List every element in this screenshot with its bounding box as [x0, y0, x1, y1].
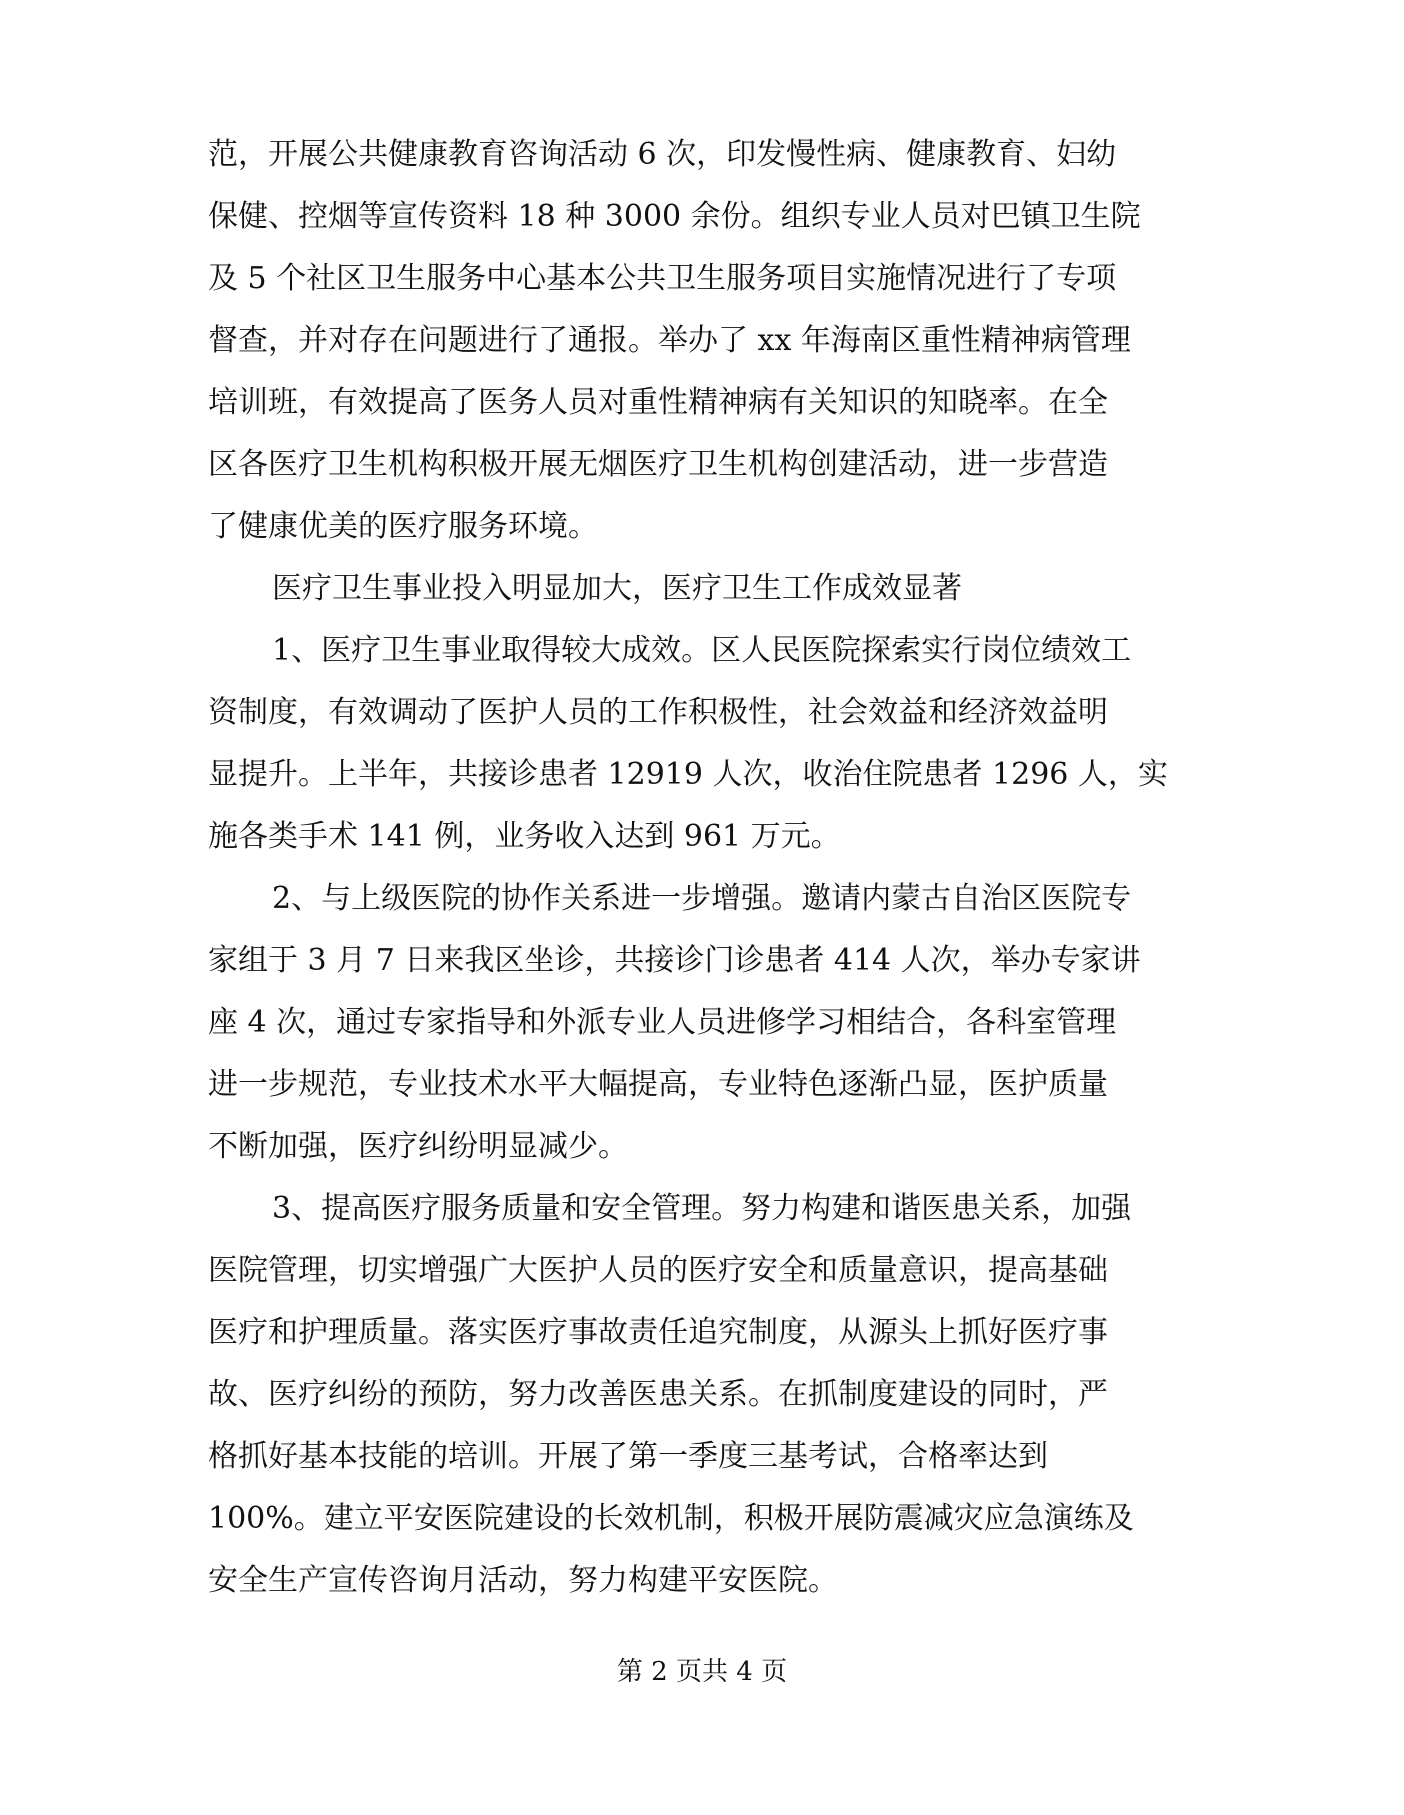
body-text-line: 不断加强，医疗纠纷明显减少。: [208, 1129, 628, 1164]
body-text-line: 100%。建立平安医院建设的长效机制，积极开展防震减灾应急演练及: [208, 1501, 1134, 1536]
body-text-line: 保健、控烟等宣传资料 18 种 3000 余份。组织专业人员对巴镇卫生院: [208, 199, 1141, 234]
body-text-line: 施各类手术 141 例，业务收入达到 961 万元。: [208, 819, 841, 854]
body-text-line: 了健康优美的医疗服务环境。: [208, 509, 598, 544]
body-text-line: 区各医疗卫生机构积极开展无烟医疗卫生机构创建活动，进一步营造: [208, 447, 1108, 482]
body-text-line: 及 5 个社区卫生服务中心基本公共卫生服务项目实施情况进行了专项: [208, 261, 1117, 296]
body-text-line: 显提升。上半年，共接诊患者 12919 人次，收治住院患者 1296 人，实: [208, 757, 1168, 792]
body-text-line: 资制度，有效调动了医护人员的工作积极性，社会效益和经济效益明: [208, 695, 1108, 730]
body-text-line: 医疗和护理质量。落实医疗事故责任追究制度，从源头上抓好医疗事: [208, 1315, 1108, 1350]
body-text-line: 3、提高医疗服务质量和安全管理。努力构建和谐医患关系，加强: [272, 1191, 1132, 1226]
body-text-line: 医院管理，切实增强广大医护人员的医疗安全和质量意识，提高基础: [208, 1253, 1108, 1288]
body-text-line: 座 4 次，通过专家指导和外派专业人员进修学习相结合，各科室管理: [208, 1005, 1117, 1040]
body-text-line: 培训班，有效提高了医务人员对重性精神病有关知识的知晓率。在全: [208, 385, 1108, 420]
body-text-line: 家组于 3 月 7 日来我区坐诊，共接诊门诊患者 414 人次，举办专家讲: [208, 943, 1141, 978]
body-text-line: 2、与上级医院的协作关系进一步增强。邀请内蒙古自治区医院专: [272, 881, 1132, 916]
body-text-line: 范，开展公共健康教育咨询活动 6 次，印发慢性病、健康教育、妇幼: [208, 137, 1117, 172]
body-text-line: 格抓好基本技能的培训。开展了第一季度三基考试，合格率达到: [208, 1439, 1048, 1474]
body-text-line: 督查，并对存在问题进行了通报。举办了 xx 年海南区重性精神病管理: [208, 323, 1131, 358]
body-text-line: 故、医疗纠纷的预防，努力改善医患关系。在抓制度建设的同时，严: [208, 1377, 1108, 1412]
section-heading: 医疗卫生事业投入明显加大，医疗卫生工作成效显著: [272, 571, 962, 606]
body-text-line: 安全生产宣传咨询月活动，努力构建平安医院。: [208, 1563, 838, 1598]
body-text-line: 1、医疗卫生事业取得较大成效。区人民医院探索实行岗位绩效工: [272, 633, 1132, 668]
page-footer: 第 2 页共 4 页: [616, 1657, 788, 1687]
body-text-line: 进一步规范，专业技术水平大幅提高，专业特色逐渐凸显，医护质量: [208, 1067, 1108, 1102]
